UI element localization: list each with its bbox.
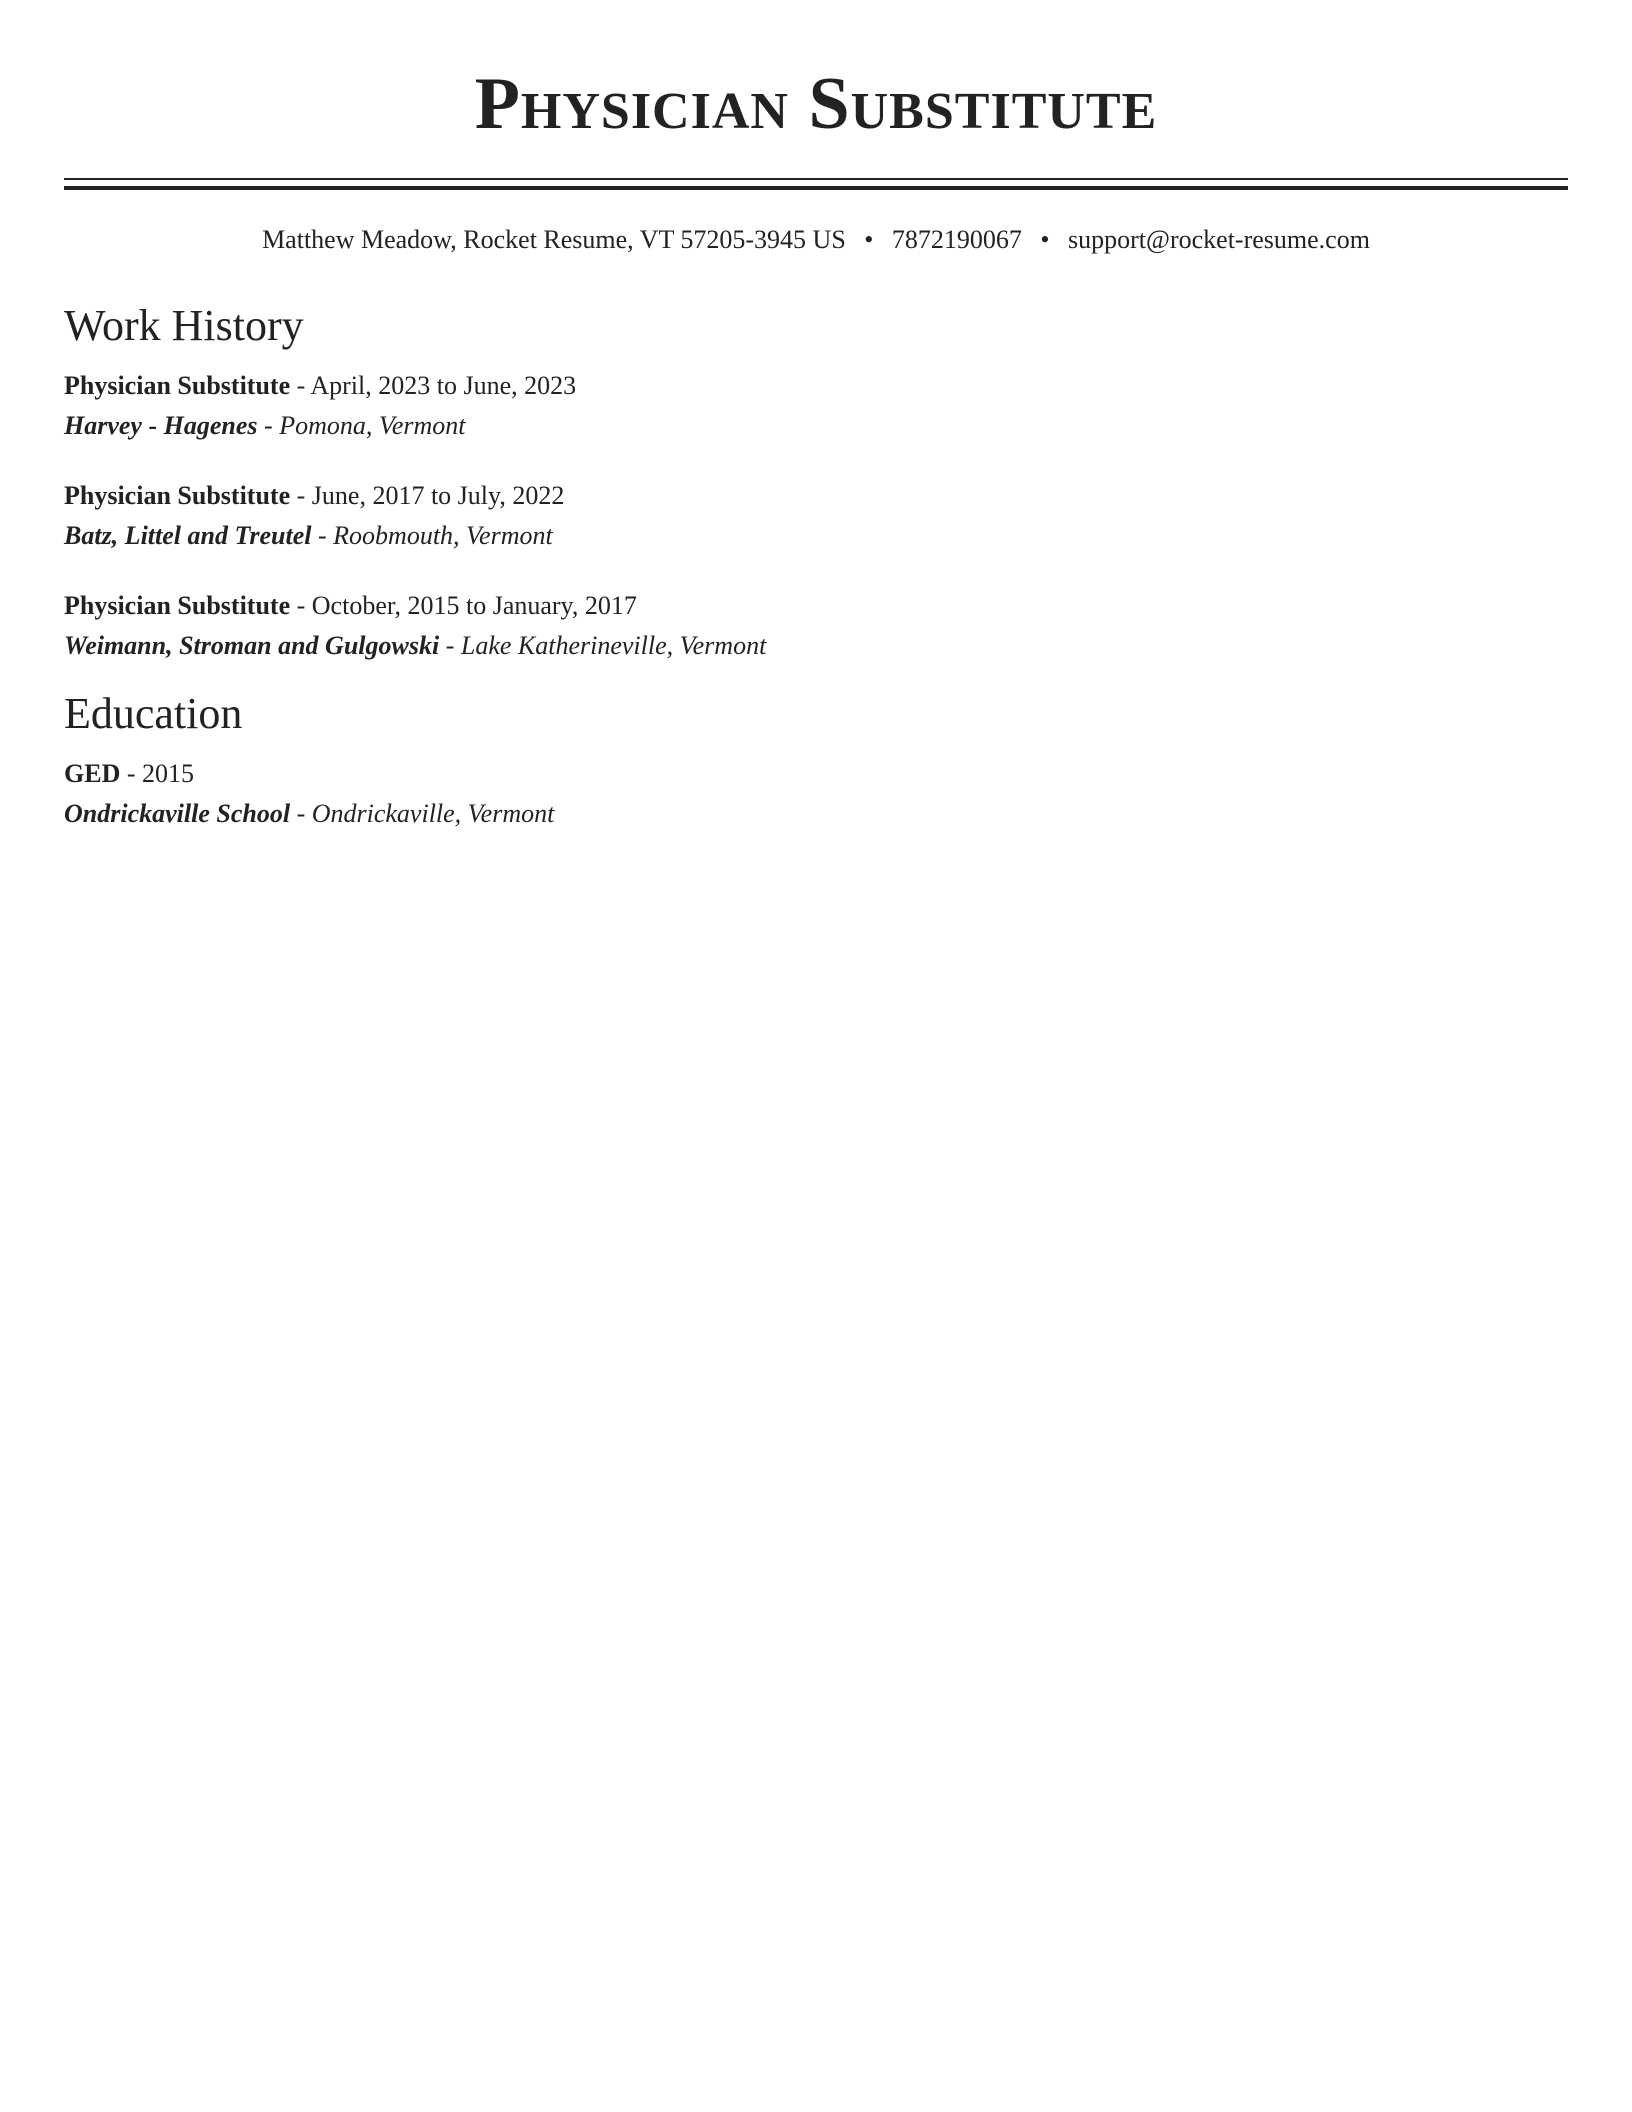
work-entry-employer-line — [64, 516, 1568, 556]
dash: - — [296, 371, 306, 400]
school-location: Ondrickaville, Vermont — [311, 799, 555, 828]
employer-name: Batz, Littel and Treutel — [64, 521, 312, 550]
degree-name: GED — [64, 759, 121, 788]
education-entry-degree-line — [64, 754, 1568, 794]
title-rule-thick — [64, 186, 1568, 190]
dash: - — [264, 411, 273, 440]
job-dates: June, 2017 to July, 2022 — [311, 481, 565, 510]
work-entry-title-line — [64, 586, 1568, 626]
employer-name: Weimann, Stroman and Gulgowski — [64, 631, 440, 660]
job-title: Physician Substitute — [64, 371, 291, 400]
contact-address: Matthew Meadow, Rocket Resume, VT 57205-3945 US — [262, 225, 846, 254]
work-entry — [64, 476, 1568, 556]
education-list — [64, 754, 1568, 834]
work-history-heading: Work History — [64, 301, 304, 350]
dash: - — [296, 481, 306, 510]
work-entry — [64, 586, 1568, 666]
contact-email: support@rocket-resume.com — [1068, 225, 1370, 254]
job-dates: October, 2015 to January, 2017 — [311, 591, 637, 620]
dash: - — [296, 591, 306, 620]
job-title: Physician Substitute — [64, 481, 291, 510]
work-entry-title-line — [64, 476, 1568, 516]
work-entry-title-line — [64, 366, 1568, 406]
education-heading: Education — [64, 689, 243, 738]
work-entry-employer-line — [64, 626, 1568, 666]
dash: - — [317, 521, 327, 550]
dash: - — [445, 631, 455, 660]
work-history-list — [64, 366, 1568, 666]
contact-separator: • — [1040, 225, 1050, 254]
education-entry — [64, 754, 1568, 834]
contact-phone: 7872190067 — [891, 225, 1022, 254]
work-entry — [64, 366, 1568, 446]
school-name: Ondrickaville School — [64, 799, 291, 828]
employer-location: Lake Katherineville, Vermont — [460, 631, 767, 660]
job-dates: April, 2023 to June, 2023 — [310, 371, 577, 400]
contact-line — [64, 224, 1568, 256]
education-entry-school-line — [64, 794, 1568, 834]
employer-location: Roobmouth, Vermont — [333, 521, 553, 550]
job-title: Physician Substitute — [64, 591, 291, 620]
work-entry-employer-line — [64, 406, 1568, 446]
employer-name: Harvey - Hagenes — [64, 411, 258, 440]
title-rule-thin — [64, 178, 1568, 180]
dash: - — [296, 799, 306, 828]
contact-separator: • — [864, 225, 874, 254]
employer-location: Pomona, Vermont — [279, 411, 466, 440]
dash: - — [126, 759, 136, 788]
resume-title: Physician Substitute — [474, 63, 1158, 145]
degree-year: 2015 — [142, 759, 195, 788]
